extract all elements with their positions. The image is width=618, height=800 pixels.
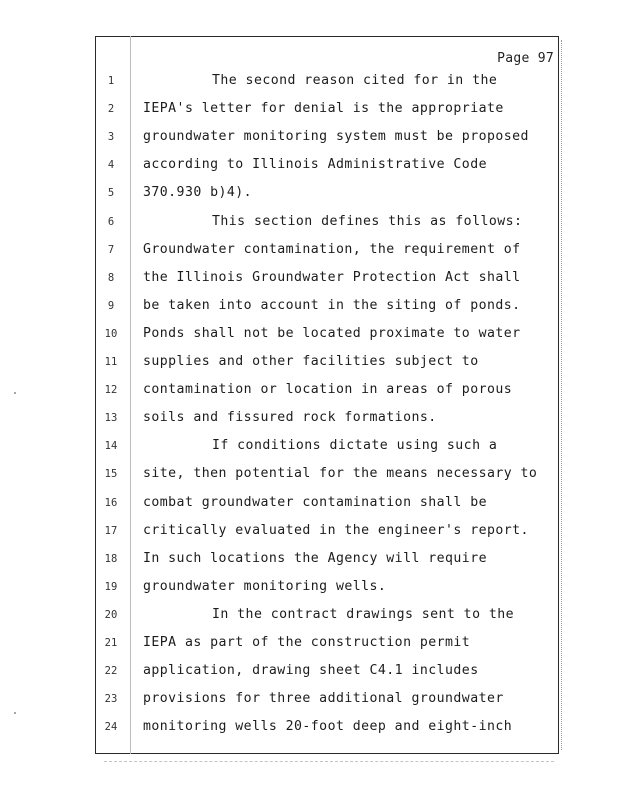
line-number: 17 (104, 524, 118, 537)
line-number: 23 (104, 693, 118, 706)
line-number: 1 (107, 75, 115, 87)
scan-speck (14, 712, 16, 714)
line-number: 2 (107, 103, 115, 116)
scan-speck (14, 392, 16, 394)
line-number: 11 (104, 356, 118, 368)
line-number: 24 (104, 721, 118, 734)
transcript-line: IEPA's letter for denial is the appropriate (143, 101, 504, 117)
transcript-line: monitoring wells 20-foot deep and eight-inch (143, 719, 513, 735)
right-margin-rule (561, 40, 562, 750)
page-number: Page 97 (497, 51, 554, 66)
line-number: 7 (107, 243, 115, 256)
line-number: 19 (104, 580, 118, 593)
line-number: 9 (107, 299, 115, 312)
transcript-line: be taken into account in the siting of ponds. (143, 297, 521, 313)
transcript-line: the Illinois Groundwater Protection Act shall (143, 269, 521, 285)
line-number: 18 (104, 552, 118, 565)
transcript-line: groundwater monitoring system must be proposed (143, 129, 529, 145)
transcript-line: groundwater monitoring wells. (143, 578, 387, 594)
transcript-line: combat groundwater contamination shall be (143, 494, 487, 510)
transcript-line: Groundwater contamination, the requirement of (143, 241, 521, 257)
transcript-line: If conditions dictate using such a (212, 438, 498, 454)
transcript-line: soils and fissured rock formations. (143, 410, 437, 426)
line-number-margin-rule (130, 36, 131, 754)
transcript-line: In the contract drawings sent to the (212, 606, 515, 622)
line-number: 20 (104, 608, 118, 621)
transcript-line: 370.930 b)4). (143, 185, 253, 201)
line-number: 8 (107, 271, 115, 284)
line-number: 22 (104, 665, 118, 678)
footer-rule (104, 761, 554, 762)
line-number: 13 (104, 412, 118, 425)
line-number: 5 (107, 187, 115, 200)
line-number: 4 (107, 159, 115, 172)
line-number: 12 (104, 384, 118, 397)
transcript-line: supplies and other facilities subject to (143, 354, 479, 369)
transcript-line: This section defines this as follows: (212, 213, 523, 229)
transcript-line: application, drawing sheet C4.1 includes (143, 663, 479, 679)
transcript-line: contamination or location in areas of porous (143, 382, 513, 398)
line-number: 14 (104, 440, 118, 453)
line-number: 16 (104, 496, 118, 509)
line-number: 21 (104, 637, 118, 649)
transcript-line: provisions for three additional groundwater (143, 691, 504, 707)
line-number: 10 (104, 327, 118, 340)
transcript-line: according to Illinois Administrative Code (143, 157, 487, 173)
transcript-line: In such locations the Agency will require (143, 550, 487, 566)
line-number: 15 (104, 468, 118, 481)
line-number: 6 (107, 215, 115, 228)
transcript-line: critically evaluated in the engineer's report. (143, 522, 529, 538)
transcript-line: site, then potential for the means necessary to (143, 466, 538, 482)
line-number: 3 (107, 131, 115, 144)
transcript-line: IEPA as part of the construction permit (143, 635, 471, 650)
transcript-line: Ponds shall not be located proximate to water (143, 325, 521, 341)
transcript-line: The second reason cited for in the (212, 73, 498, 88)
